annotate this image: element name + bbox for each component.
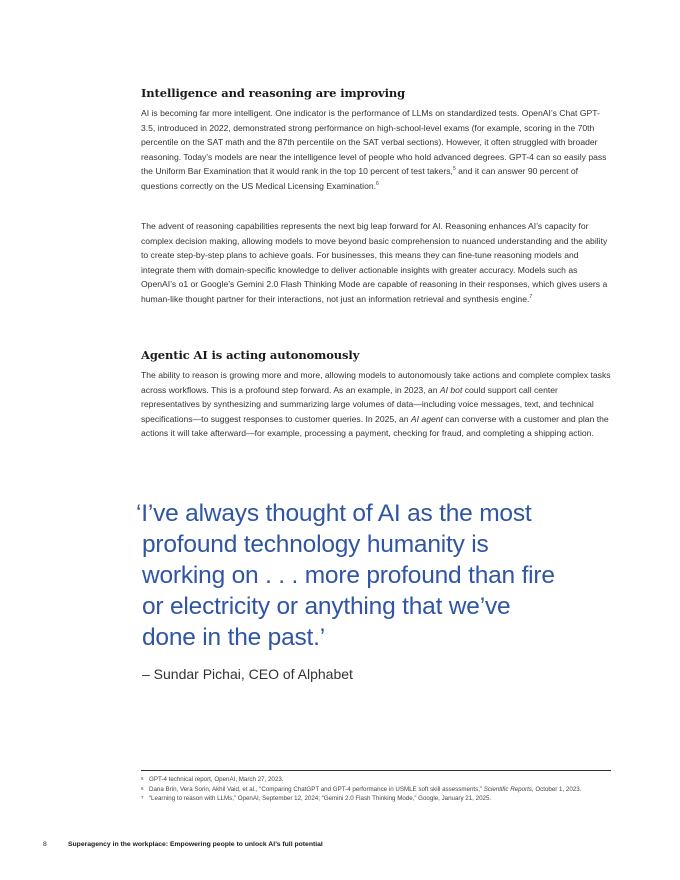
emphasis-text: AI bot — [439, 384, 463, 395]
body-paragraph — [141, 368, 613, 441]
footnote-text: GPT-4 technical report, OpenAI, March 27, 2023. — [149, 776, 284, 783]
document-title: Superagency in the workplace: Empowering people to unlock AI’s full potential — [68, 841, 323, 848]
paragraph-text: The ability to reason is growing more and more, allowing models to autonomously take actions and complete complex tasks across workflows. This is a profound step forward. As an example, in 2023, an — [141, 370, 611, 395]
footnote-number: 6 — [141, 785, 144, 791]
section-agentic — [141, 348, 613, 441]
footnotes — [141, 775, 611, 804]
quote-line: done in the past.’ — [142, 624, 326, 651]
footnote-item — [141, 794, 611, 804]
paragraph-text: could support call center representatives by synthesizing and summarizing large volumes of data—including voice messages, text, and technical specifications—to suggest responses to customer queries. In 2025, an — [141, 384, 594, 424]
footnote-ref[interactable]: 6 — [376, 181, 379, 188]
footnote-ref[interactable]: 7 — [529, 294, 533, 301]
quote-text — [136, 498, 576, 653]
body-paragraph — [141, 219, 613, 307]
quote-attribution: – Sundar Pichai, CEO of Alphabet — [142, 666, 353, 682]
paragraph-text: and it can answer 90 percent of questions correctly on the US Medical Licensing Examination. — [141, 166, 579, 191]
footnote-journal: Scientific Reports — [483, 785, 532, 793]
paragraph-text: AI is becoming far more intelligent. One indicator is the performance of LLMs on standardized tests. OpenAI’s Chat GPT-3.5, introduced in 2022, demonstrated strong performance on high-school-level exams (for example, scoring in the 70th percentile on the SAT math and the 87th percentile on the SAT verbal sections). However, it often struggled with broader reasoning. Today’s models are near the intelligence level of people who hold advanced degrees. GPT-4 can so easily pass the Uniform Bar Examination that it would rank in the top 10 percent of test takers, — [141, 108, 607, 177]
paragraph-text: The advent of reasoning capabilities represents the next big leap forward for AI. Reasoning enhances AI’s capacity for complex decision making, allowing models to move beyond basic comprehension to nuanced understanding and the ability to create step-by-step plans to achieve goals. For businesses, this means they can fine-tune reasoning models and integrate them with domain-specific knowledge to deliver actionable insights with greater accuracy. Models such as OpenAI’s o1 or Google’s Gemini 2.0 Flash Thinking Mode are capable of reasoning in their responses, which gives users a human-like thought partner for their interactions, not just an information retrieval and synthesis engine. — [141, 221, 608, 304]
quote-line: or electricity or anything that we’ve — [142, 593, 511, 620]
footnote-item — [141, 775, 611, 785]
footnote-divider — [141, 770, 611, 771]
quote-line: working on . . . more profound than fire — [142, 562, 555, 589]
page-number: 8 — [43, 841, 47, 848]
footnote-text: “Learning to reason with LLMs,” OpenAI, September 12, 2024; “Gemini 2.0 Flash Thinking Mode,” Google, January 21, 2025. — [149, 795, 492, 802]
footnote-number: 5 — [141, 776, 144, 781]
paragraph-text: can converse with a customer and plan the actions it will take afterward—for example, processing a payment, checking for fraud, and completing a shipping action. — [141, 413, 609, 439]
quote-line: ‘I’ve always thought of AI as the most — [136, 500, 532, 527]
section-heading: Agentic AI is acting autonomously — [141, 348, 360, 362]
footnote-number: 7 — [141, 795, 144, 800]
footnote-text: , October 1, 2023. — [531, 785, 582, 793]
footnote-ref[interactable]: 5 — [452, 166, 456, 173]
footnote-text: Dana Brin, Vera Sorin, Akhil Vaid, et al., “Comparing ChatGPT and GPT-4 performance in USMLE soft skill assessments,” — [149, 785, 484, 793]
emphasis-text: AI agent — [410, 413, 443, 424]
pull-quote — [136, 498, 576, 653]
body-paragraph — [141, 106, 613, 194]
section-heading: Intelligence and reasoning are improving — [141, 86, 406, 100]
section-reasoning — [141, 86, 613, 194]
footnote-item — [141, 785, 611, 795]
quote-line: profound technology humanity is — [142, 531, 489, 558]
